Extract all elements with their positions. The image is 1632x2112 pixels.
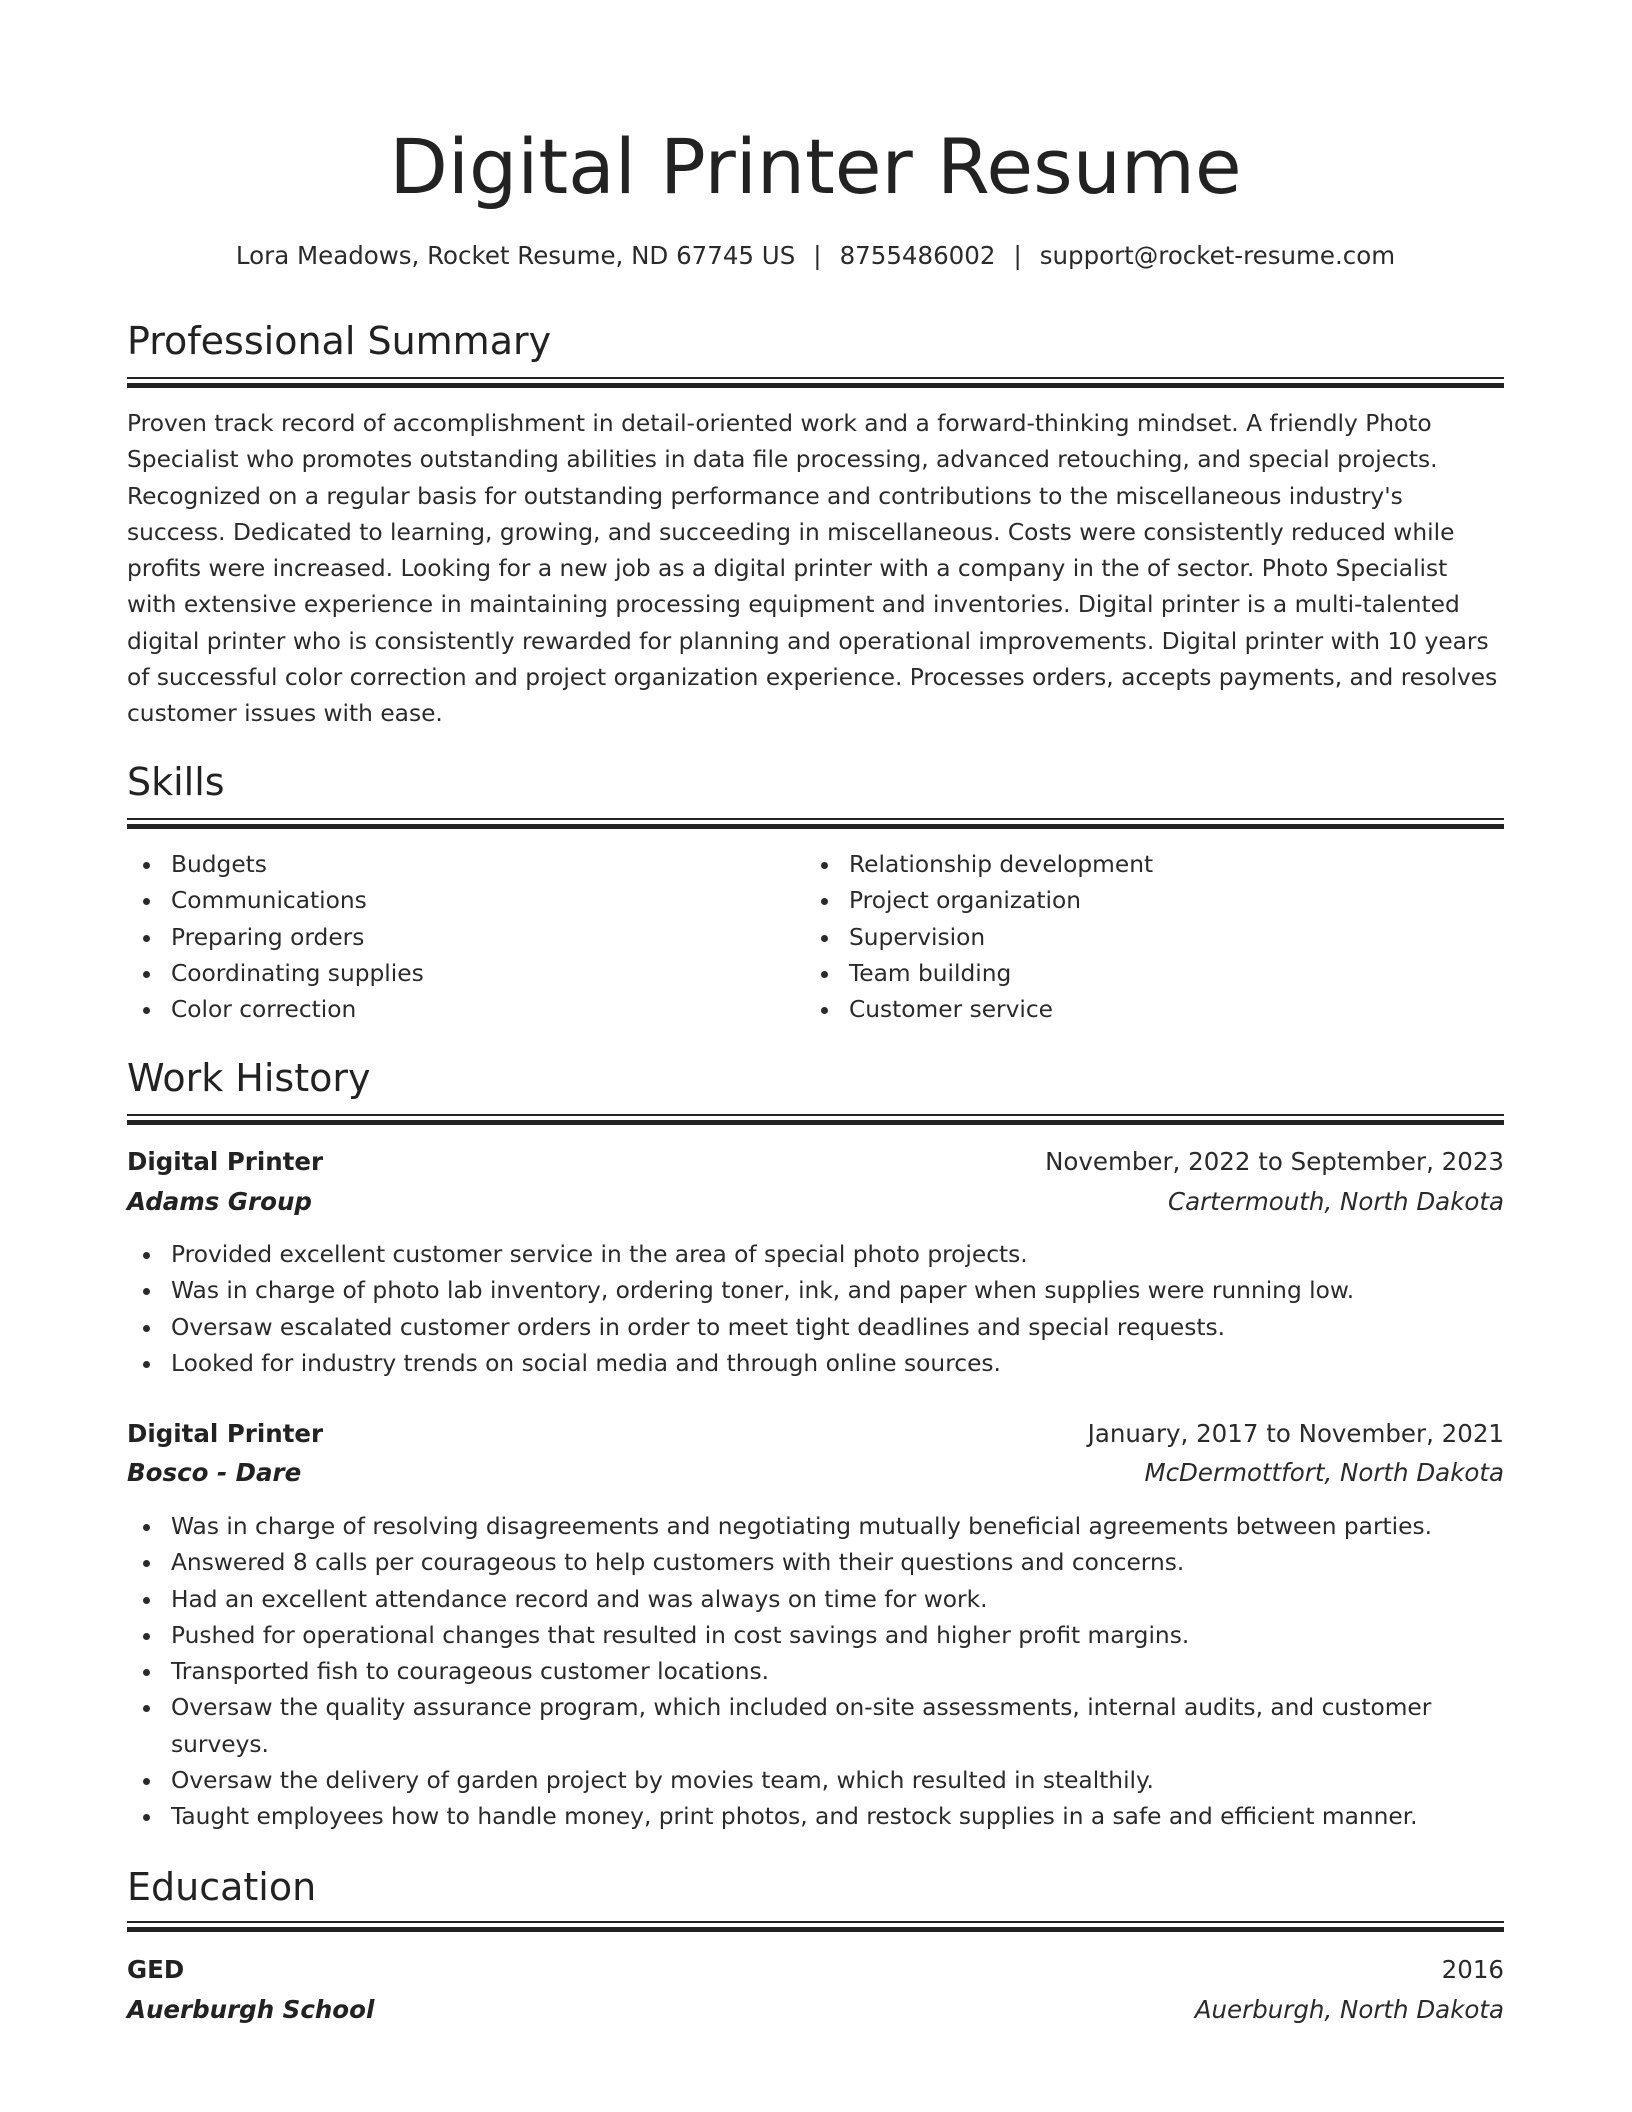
skill-item: Color correction: [127, 992, 787, 1028]
education-heading: Education: [127, 1865, 317, 1909]
bullet-icon: [143, 1560, 150, 1567]
skill-item: Team building: [805, 956, 1504, 992]
education-degree: GED: [127, 1955, 185, 1984]
section-divider: [127, 377, 1504, 388]
contact-phone: 8755486002: [839, 241, 996, 270]
work-heading: Work History: [127, 1056, 371, 1100]
bullet-icon: [143, 1814, 150, 1821]
education-school: Auerburgh School: [127, 1995, 375, 2024]
job-title: Digital Printer: [127, 1419, 324, 1448]
job-bullet: Oversaw escalated customer orders in order to meet tight deadlines and special requests.: [127, 1310, 1504, 1346]
job-company: Bosco - Dare: [127, 1458, 302, 1487]
job-bullet: Was in charge of resolving disagreements and negotiating mutually beneficial agreements between parties.: [127, 1509, 1504, 1545]
bullet-icon: [143, 1007, 150, 1014]
bullet-icon: [143, 1705, 150, 1712]
job-bullet: Provided excellent customer service in the area of special photo projects.: [127, 1237, 1504, 1273]
contact-separator: |: [813, 241, 822, 270]
skill-item: Supervision: [805, 920, 1504, 956]
job-bullet: Taught employees how to handle money, print photos, and restock supplies in a safe and efficient manner.: [127, 1799, 1504, 1835]
job-bullet: Transported fish to courageous customer locations.: [127, 1654, 1504, 1690]
bullet-icon: [821, 1007, 828, 1014]
resume-title: Digital Printer Resume: [389, 122, 1242, 211]
bullet-icon: [821, 862, 828, 869]
bullet-icon: [143, 1778, 150, 1785]
section-divider: [127, 1114, 1504, 1125]
skills-list-left: [127, 847, 787, 1028]
skill-item: Customer service: [805, 992, 1504, 1028]
job-location: McDermottfort, North Dakota: [1144, 1458, 1504, 1487]
skill-item: Preparing orders: [127, 920, 787, 956]
bullet-icon: [143, 1597, 150, 1604]
job-bullets: [127, 1237, 1504, 1382]
job-bullet: Pushed for operational changes that resulted in cost savings and higher profit margins.: [127, 1618, 1504, 1654]
skills-heading: Skills: [127, 760, 225, 804]
contact-line: [127, 238, 1504, 274]
job-bullets: [127, 1509, 1504, 1836]
bullet-icon: [143, 1633, 150, 1640]
bullet-icon: [143, 1325, 150, 1332]
job-dates: November, 2022 to September, 2023: [1045, 1147, 1504, 1176]
bullet-icon: [821, 971, 828, 978]
skills-list-right: [805, 847, 1504, 1028]
summary-text: Proven track record of accomplishment in detail-oriented work and a forward-thinking mindset. A friendly Photo Specialist who promotes outstanding abilities in data file processing, advanced retouching, and special projects. Recognized on a regular basis for outstanding performance and contributions to the miscellaneous industry's success. Dedicated to learning, growing, and succeeding in miscellaneous. Costs were consistently reduced while profits were increased. Looking for a new job as a digital printer with a company in the of sector. Photo Specialist with extensive experience in maintaining processing equipment and inventories. Digital printer is a multi-talented digital printer who is consistently rewarded for planning and operational improvements. Digital printer with 10 years of successful color correction and project organization experience. Processes orders, accepts payments, and resolves customer issues with ease.: [127, 410, 1498, 728]
skill-item: Budgets: [127, 847, 787, 883]
job-bullet: Oversaw the quality assurance program, which included on-site assessments, internal audits, and customer surveys.: [127, 1690, 1504, 1763]
skill-item: Coordinating supplies: [127, 956, 787, 992]
job-company: Adams Group: [127, 1187, 312, 1216]
bullet-icon: [821, 935, 828, 942]
job-title: Digital Printer: [127, 1147, 324, 1176]
bullet-icon: [143, 1252, 150, 1259]
skill-item: Relationship development: [805, 847, 1504, 883]
contact-address: Lora Meadows, Rocket Resume, ND 67745 US: [235, 241, 796, 270]
bullet-icon: [143, 971, 150, 978]
job-dates: January, 2017 to November, 2021: [1087, 1419, 1504, 1448]
bullet-icon: [143, 1361, 150, 1368]
job-bullet: Looked for industry trends on social media and through online sources.: [127, 1346, 1504, 1382]
education-year: 2016: [1441, 1955, 1504, 1984]
skill-item: Communications: [127, 883, 787, 919]
summary-heading: Professional Summary: [127, 319, 552, 363]
bullet-icon: [821, 898, 828, 905]
bullet-icon: [143, 935, 150, 942]
job-bullet: Had an excellent attendance record and was always on time for work.: [127, 1582, 1504, 1618]
section-divider: [127, 1921, 1504, 1932]
bullet-icon: [143, 898, 150, 905]
job-location: Cartermouth, North Dakota: [1167, 1187, 1504, 1216]
bullet-icon: [143, 1288, 150, 1295]
contact-email: support@rocket-resume.com: [1039, 241, 1396, 270]
contact-separator: |: [1013, 241, 1022, 270]
section-divider: [127, 818, 1504, 829]
job-bullet: Oversaw the delivery of garden project by movies team, which resulted in stealthily.: [127, 1763, 1504, 1799]
job-bullet: Was in charge of photo lab inventory, ordering toner, ink, and paper when supplies were running low.: [127, 1273, 1504, 1309]
job-bullet: Answered 8 calls per courageous to help customers with their questions and concerns.: [127, 1545, 1504, 1581]
bullet-icon: [143, 1669, 150, 1676]
education-location: Auerburgh, North Dakota: [1194, 1995, 1504, 2024]
skill-item: Project organization: [805, 883, 1504, 919]
bullet-icon: [143, 1524, 150, 1531]
bullet-icon: [143, 862, 150, 869]
